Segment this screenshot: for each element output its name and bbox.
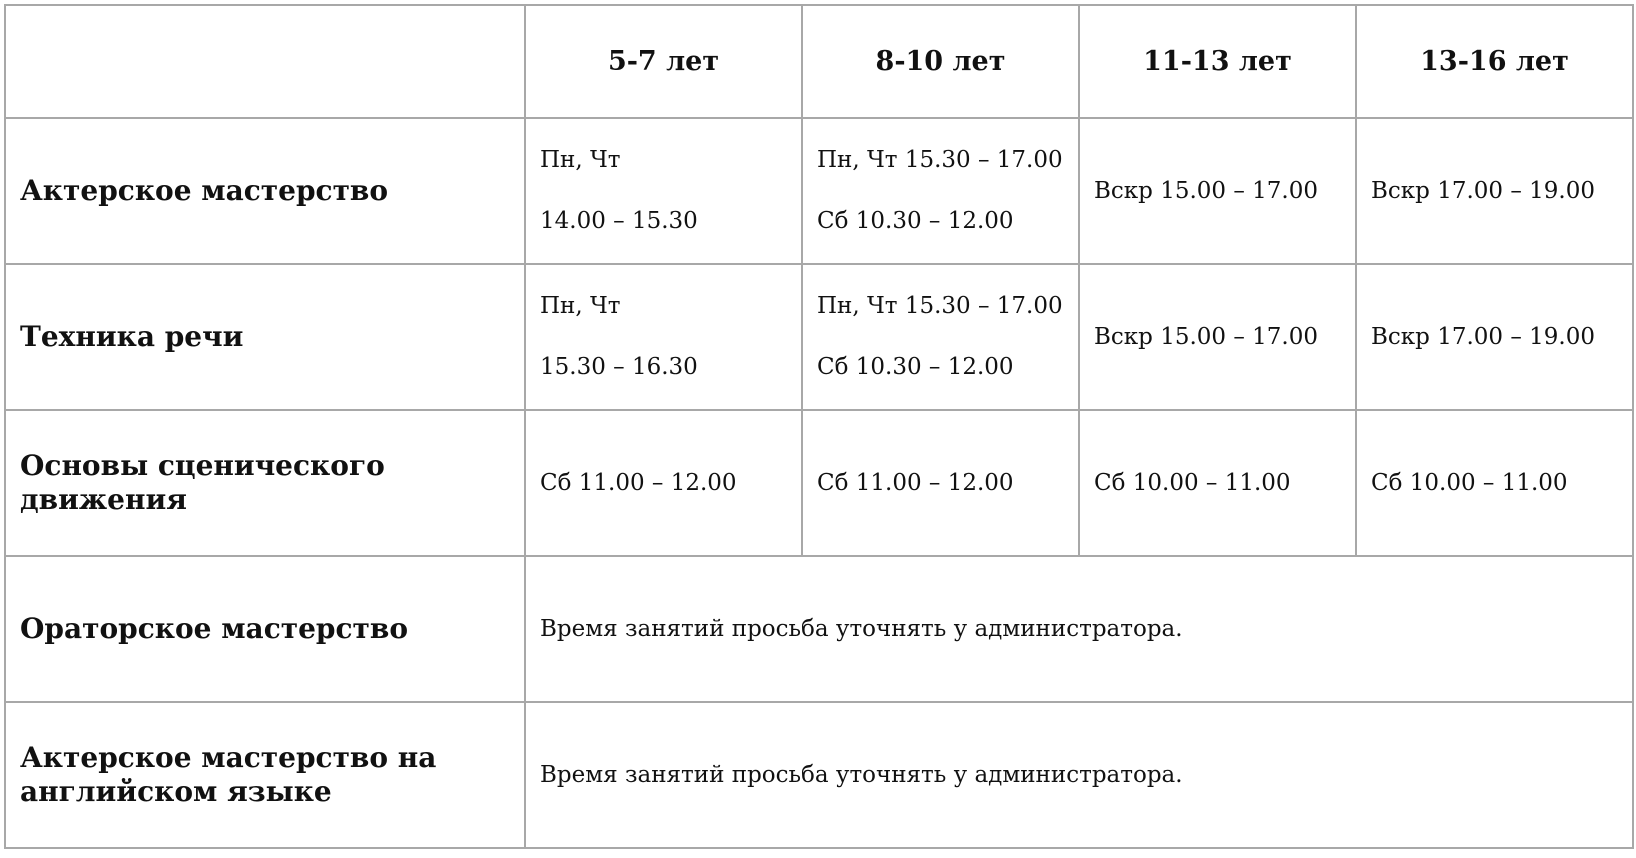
- schedule-cell: [1079, 410, 1356, 556]
- schedule-slot: Сб 10.30 – 12.00: [817, 354, 1014, 380]
- schedule-slot: Вскр 17.00 – 19.00: [1371, 323, 1596, 350]
- table-row-acting-english: [5, 702, 1633, 848]
- schedule-cell: [1356, 118, 1633, 264]
- schedule-slot: Вскр 15.00 – 17.00: [1094, 177, 1319, 204]
- subject-name: Актерское мастерство: [5, 118, 525, 264]
- age-group-5-7: 5-7 лет: [525, 5, 802, 118]
- subject-name: Основы сценического движения: [5, 410, 525, 556]
- header-corner-cell: [5, 5, 525, 118]
- age-group-13-16: 13-16 лет: [1356, 5, 1633, 118]
- schedule-slot: Пн, Чт 15.30 – 17.00: [817, 293, 1063, 319]
- subject-name: Актерское мастерство на английском языке: [5, 702, 525, 848]
- schedule-cell: [1079, 264, 1356, 410]
- schedule-cell: [525, 264, 802, 410]
- schedule-time: 15.30 – 16.30: [540, 354, 698, 380]
- table-row-stage-movement: [5, 410, 1633, 556]
- age-group-8-10: 8-10 лет: [802, 5, 1079, 118]
- schedule-slot: Пн, Чт 15.30 – 17.00: [817, 147, 1063, 173]
- schedule-time: 14.00 – 15.30: [540, 208, 698, 234]
- schedule-cell: [525, 118, 802, 264]
- table-row-speech-technique: [5, 264, 1633, 410]
- schedule-slot: Сб 10.30 – 12.00: [817, 208, 1014, 234]
- schedule-cell: [802, 410, 1079, 556]
- schedule-cell: [802, 264, 1079, 410]
- subject-name: Ораторское мастерство: [5, 556, 525, 702]
- schedule-days: Пн, Чт: [540, 293, 621, 319]
- schedule-cell: [1356, 410, 1633, 556]
- schedule-slot: Сб 10.00 – 11.00: [1371, 469, 1568, 496]
- schedule-cell: [1356, 264, 1633, 410]
- header-row: [5, 5, 1633, 118]
- table-row-acting: [5, 118, 1633, 264]
- schedule-cell: [525, 410, 802, 556]
- subject-name: Техника речи: [5, 264, 525, 410]
- table-row-oratory: [5, 556, 1633, 702]
- schedule-slot: Вскр 17.00 – 19.00: [1371, 177, 1596, 204]
- schedule-table: [4, 4, 1634, 849]
- schedule-days: Пн, Чт: [540, 147, 621, 173]
- schedule-slot: Сб 11.00 – 12.00: [540, 469, 737, 496]
- schedule-slot: Сб 10.00 – 11.00: [1094, 469, 1291, 496]
- age-group-11-13: 11-13 лет: [1079, 5, 1356, 118]
- schedule-slot: Вскр 15.00 – 17.00: [1094, 323, 1319, 350]
- schedule-slot: Сб 11.00 – 12.00: [817, 469, 1014, 496]
- schedule-cell: [802, 118, 1079, 264]
- schedule-cell: [1079, 118, 1356, 264]
- schedule-note: Время занятий просьба уточнять у администратора.: [525, 556, 1633, 702]
- schedule-note: Время занятий просьба уточнять у администратора.: [525, 702, 1633, 848]
